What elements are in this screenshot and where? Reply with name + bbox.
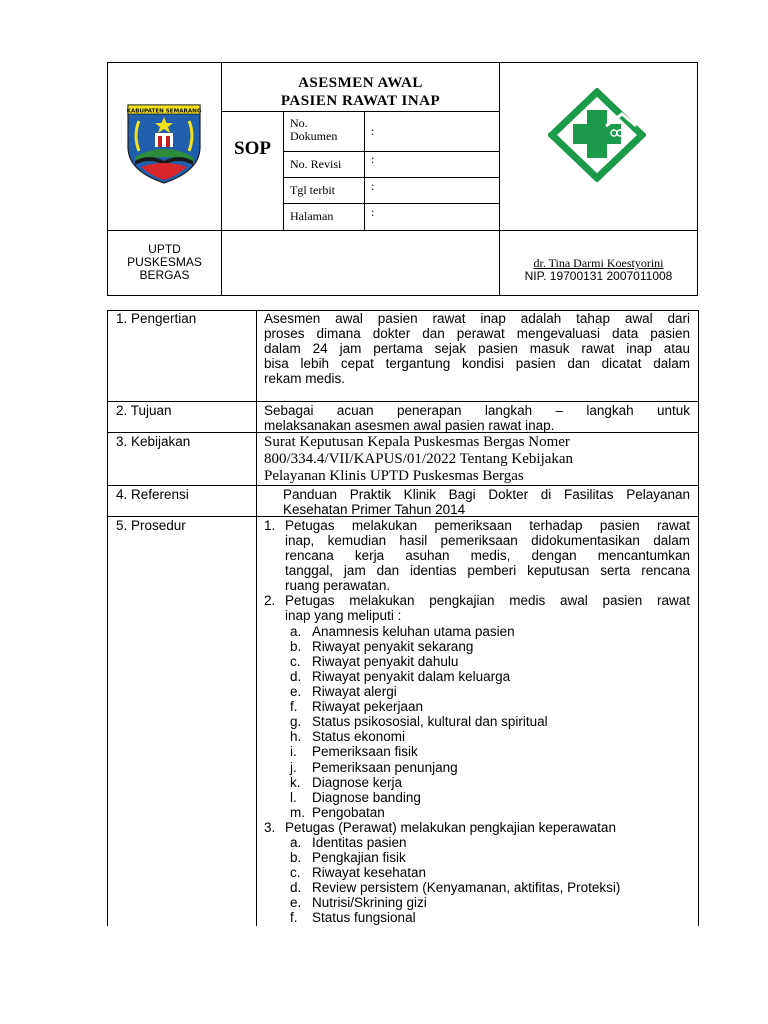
step3-item: Nutrisi/Skrining gizi	[312, 895, 427, 910]
kebijakan-line: Pelayanan Klinis UPTD Puskesmas Bergas	[264, 468, 524, 484]
step3-item-marker: b.	[290, 850, 302, 865]
step3-line: Petugas (Perawat) melakukan pengkajian keperawatan	[285, 820, 616, 835]
field-label-no-dokumen: No.	[290, 116, 308, 130]
field-value-no-revisi: :	[371, 152, 375, 166]
step2-line: Petugas melakukan pengkajian medis awal pasien rawat	[285, 593, 690, 608]
pengertian-line: dalam 24 jam pertama sejak pasien masuk rawat inap atau	[264, 341, 690, 356]
step1-line: Petugas melakukan pemeriksaan terhadap pasien rawat	[285, 518, 690, 533]
step3-item: Identitas pasien	[312, 835, 407, 850]
document-title-line2: PASIEN RAWAT INAP	[280, 93, 441, 109]
document-title-line1: ASESMEN AWAL	[298, 75, 423, 91]
step3-item: Pengkajian fisik	[312, 850, 406, 865]
signer-name: dr. Tina Darmi Koestyorini	[533, 256, 664, 270]
step1-line: inap, kemudian hasil pemeriksaan didokumentasikan dalam	[285, 533, 690, 548]
step1-line: ruang perawatan.	[285, 578, 391, 593]
tujuan-line: melaksanakan asesmen awal pasien rawat inap.	[264, 418, 555, 433]
step2-item-marker: d.	[290, 669, 302, 684]
step2-item: Riwayat penyakit sekarang	[312, 639, 474, 654]
step-number: 1.	[264, 518, 276, 533]
step3-item-marker: e.	[290, 895, 302, 910]
field-label-halaman: Halaman	[290, 209, 334, 223]
referensi-line: Panduan Praktik Klinik Bagi Dokter di Fasilitas Pelayanan	[283, 487, 690, 502]
step3-item-marker: d.	[290, 880, 302, 895]
step2-item: Status ekonomi	[312, 729, 406, 744]
step3-item-marker: f.	[290, 910, 298, 925]
step2-item-marker: j.	[290, 760, 297, 775]
section-label-tujuan: 2. Tujuan	[116, 403, 172, 418]
field-value-no-dokumen: :	[371, 124, 375, 138]
step2-item-marker: m.	[290, 805, 305, 820]
step2-item: Pemeriksaan fisik	[312, 744, 418, 759]
section-label-pengertian: 1. Pengertian	[116, 311, 197, 326]
kebijakan-line: 800/334.4/VII/KAPUS/01/2022 Tentang Kebijakan	[264, 451, 574, 467]
tujuan-line: Sebagai acuan penerapan langkah – langkah untuk	[264, 403, 690, 418]
step2-item: Anamnesis keluhan utama pasien	[312, 624, 515, 639]
step2-item: Diagnose kerja	[312, 775, 403, 790]
puskesmas-logo	[548, 88, 646, 182]
step-number: 3.	[264, 820, 276, 835]
step2-item: Diagnose banding	[312, 790, 421, 805]
step2-item: Riwayat penyakit dalam keluarga	[312, 669, 511, 684]
step2-item-marker: c.	[290, 654, 301, 669]
field-label-no-dokumen-2: Dokumen	[290, 129, 338, 143]
step2-item-marker: a.	[290, 624, 302, 639]
signer-nip: NIP. 19700131 2007011008	[524, 269, 673, 283]
pengertian-line: rekam medis.	[264, 371, 346, 386]
step2-item-marker: h.	[290, 729, 302, 744]
step2-item: Riwayat pekerjaan	[312, 699, 424, 714]
field-value-halaman: :	[371, 205, 375, 219]
sop-label: SOP	[234, 138, 271, 159]
step2-item: Pengobatan	[312, 805, 385, 820]
step1-line: rencana kerja asuhan medis, dengan mencantumkan	[285, 548, 690, 563]
step2-item: Status psikososial, kultural dan spiritual	[312, 714, 548, 729]
section-label-prosedur: 5. Prosedur	[116, 518, 186, 533]
step2-item-marker: f.	[290, 699, 298, 714]
pengertian-line: Asesmen awal pasien rawat inap adalah tahap awal dari	[264, 311, 690, 326]
logo-lettering: KABUPATEN SEMARANG	[126, 108, 202, 115]
step-number: 2.	[264, 593, 276, 608]
org-line2: PUSKESMAS	[127, 255, 202, 269]
step2-item: Pemeriksaan penunjang	[312, 760, 458, 775]
kebijakan-line: Surat Keputusan Kepala Puskesmas Bergas Nomer	[264, 434, 570, 450]
pengertian-line: bisa lebih cepat tergantung kondisi pasien dan dicatat dalam	[264, 356, 690, 371]
step2-item: Riwayat penyakit dahulu	[312, 654, 459, 669]
step2-line: inap yang meliputi :	[285, 608, 402, 623]
step3-item-marker: c.	[290, 865, 301, 880]
section-label-kebijakan: 3. Kebijakan	[116, 434, 191, 449]
step2-item: Riwayat alergi	[312, 684, 397, 699]
org-line1: UPTD	[148, 242, 181, 256]
field-value-tgl-terbit: :	[371, 179, 375, 193]
step3-item-marker: a.	[290, 835, 302, 850]
step2-item-marker: e.	[290, 684, 302, 699]
referensi-line: Kesehatan Primer Tahun 2014	[283, 502, 466, 517]
step3-item: Status fungsional	[312, 910, 416, 925]
step2-item-marker: i.	[290, 744, 297, 759]
step1-line: tanggal, jam dan identias pemberi keputusan serta rencana	[285, 563, 690, 578]
pengertian-line: proses dimana dokter dan perawat mengevaluasi data pasien	[264, 326, 690, 341]
step3-item: Riwayat kesehatan	[312, 865, 427, 880]
org-line3: BERGAS	[139, 268, 190, 282]
field-label-no-revisi: No. Revisi	[290, 157, 342, 171]
step2-item-marker: k.	[290, 775, 301, 790]
field-label-tgl-terbit: Tgl terbit	[290, 183, 335, 197]
kabupaten-semarang-logo	[125, 101, 203, 185]
step2-item-marker: g.	[290, 714, 302, 729]
step3-item: Review persistem (Kenyamanan, aktifitas, Proteksi)	[312, 880, 621, 895]
section-label-referensi: 4. Referensi	[116, 487, 189, 502]
step2-item-marker: b.	[290, 639, 302, 654]
step2-item-marker: l.	[290, 790, 297, 805]
